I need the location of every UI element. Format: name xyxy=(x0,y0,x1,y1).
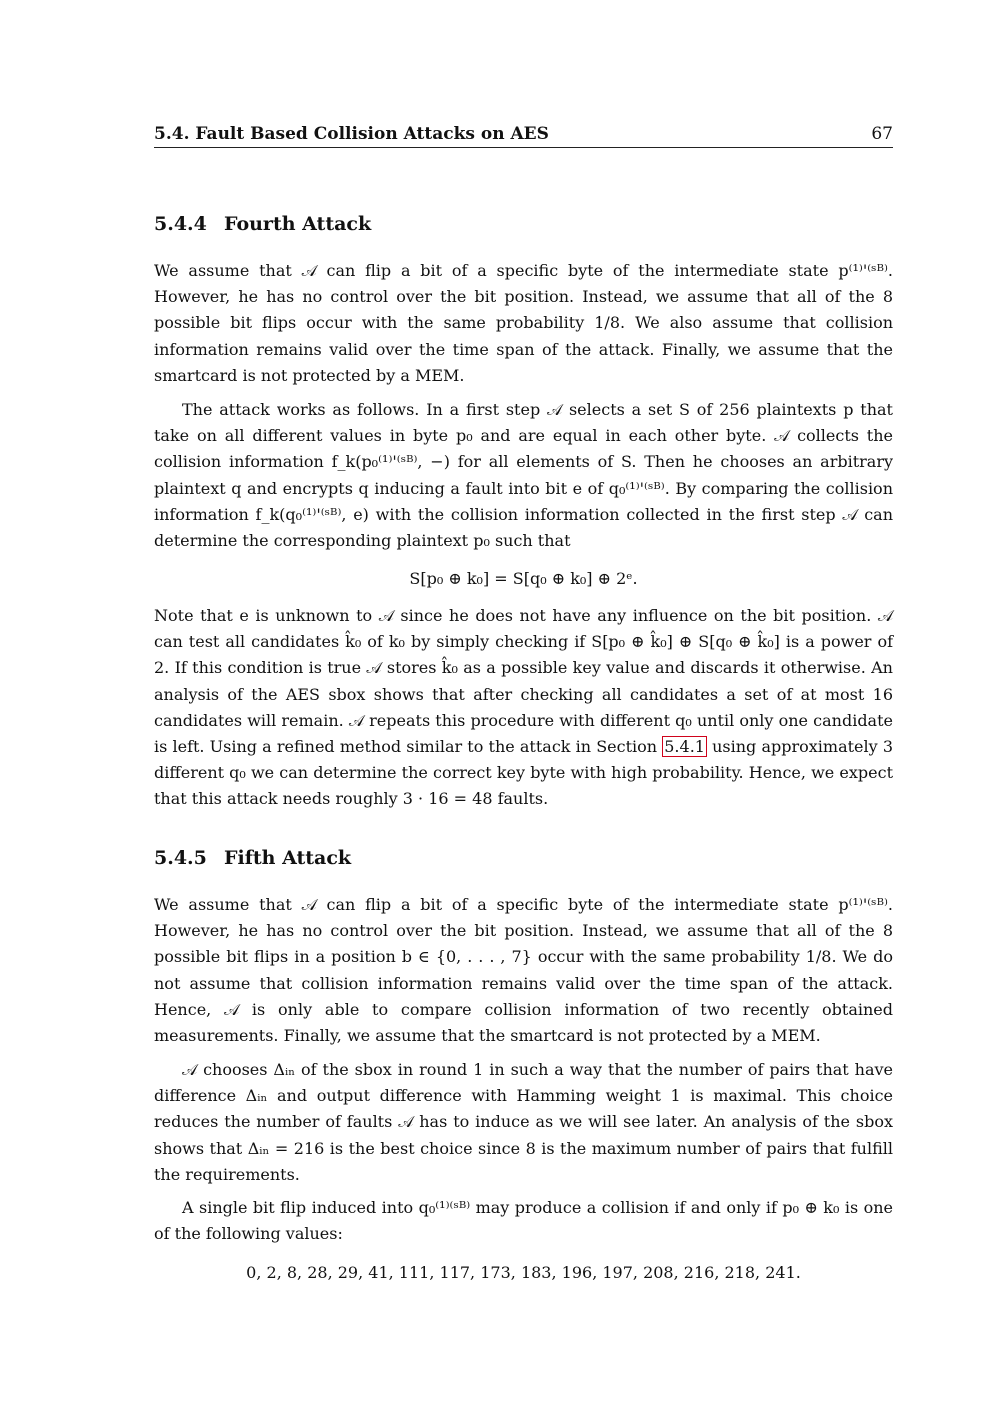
section-title: Fifth Attack xyxy=(224,847,352,869)
paragraph: We assume that 𝒜 can flip a bit of a specific byte of the intermediate state p⁽¹⁾'⁽ˢᴮ⁾. However, he has no control over the bit position. Instead, we assume that all of the 8 possible bit flips in a position b ∈ {0, . . . , 7} occur with the same probability 1/8. We do not assume that collision information remains valid over the time span of the attack. Hence, 𝒜 is only able to compare collision information of two recently obtained measurements. Finally, we assume that the smartcard is not protected by a MEM. xyxy=(154,895,893,1046)
section-reference-link[interactable]: 5.4.1 xyxy=(664,737,705,757)
paragraph xyxy=(154,603,893,813)
paragraph: The attack works as follows. In a first step 𝒜 selects a set S of 256 plaintexts p that take on all different values in byte p₀ and are equal in each other byte. 𝒜 collects the collision information f_k(p₀⁽¹⁾'⁽ˢᴮ⁾, −) for all elements of S. Then he chooses an arbitrary plaintext q and encrypts q inducing a fault into bit e of q₀⁽¹⁾'⁽ˢᴮ⁾. By comparing the collision information f_k(q₀⁽¹⁾'⁽ˢᴮ⁾, e) with the collision information collected in the first step 𝒜 can determine the corresponding plaintext p₀ such that xyxy=(154,400,893,551)
paragraph-text: using approximately 3 different q₀ we can determine the correct key byte with high probability. Hence, we expect that this attack needs roughly 3 · 16 = 48 faults. xyxy=(154,737,894,809)
section-title: Fourth Attack xyxy=(224,213,372,235)
values-list: 0, 2, 8, 28, 29, 41, 111, 117, 173, 183, 196, 197, 208, 216, 218, 241. xyxy=(246,1263,801,1282)
page-number: 67 xyxy=(871,124,893,144)
running-head-title: 5.4. Fault Based Collision Attacks on AES xyxy=(154,124,549,144)
paragraph: A single bit flip induced into q₀⁽¹⁾⁽ˢᴮ⁾ may produce a collision if and only if p₀ ⊕ k₀ is one of the following values: xyxy=(154,1198,893,1244)
section-number: 5.4.4 xyxy=(154,213,207,235)
section-heading-fifth-attack xyxy=(154,847,351,869)
section-number: 5.4.5 xyxy=(154,847,207,869)
equation: S[p₀ ⊕ k₀] = S[q₀ ⊕ k₀] ⊕ 2ᵉ. xyxy=(409,569,638,588)
running-head xyxy=(154,124,893,148)
section-heading-fourth-attack xyxy=(154,213,371,235)
paragraph: 𝒜 chooses Δᵢₙ of the sbox in round 1 in such a way that the number of pairs that have difference Δᵢₙ and output difference with Hamming weight 1 is maximal. This choice reduces the number of faults 𝒜 has to induce as we will see later. An analysis of the sbox shows that Δᵢₙ = 216 is the best choice since 8 is the maximum number of pairs that fulfill the requirements. xyxy=(154,1060,893,1184)
paragraph-text: Note that e is unknown to 𝒜 since he does not have any influence on the bit position. 𝒜 can test all candidates k̂₀ of k₀ by simply checking if S[p₀ ⊕ k̂₀] ⊕ S[q₀ ⊕ k̂₀] is a power of 2. If this condition is true 𝒜 stores k̂₀ as a possible key value and discards it otherwise. An analysis of the AES sbox shows that after checking all candidates a set of at most 16 candidates will remain. 𝒜 repeats this procedure with different q₀ until only one candidate is left. Using a refined method similar to the attack in Section xyxy=(154,606,893,757)
paragraph: We assume that 𝒜 can flip a bit of a specific byte of the intermediate state p⁽¹⁾'⁽ˢᴮ⁾. However, he has no control over the bit position. Instead, we assume that all of the 8 possible bit flips occur with the same probability 1/8. We also assume that collision information remains valid over the time span of the attack. Finally, we assume that the smartcard is not protected by a MEM. xyxy=(154,261,893,385)
